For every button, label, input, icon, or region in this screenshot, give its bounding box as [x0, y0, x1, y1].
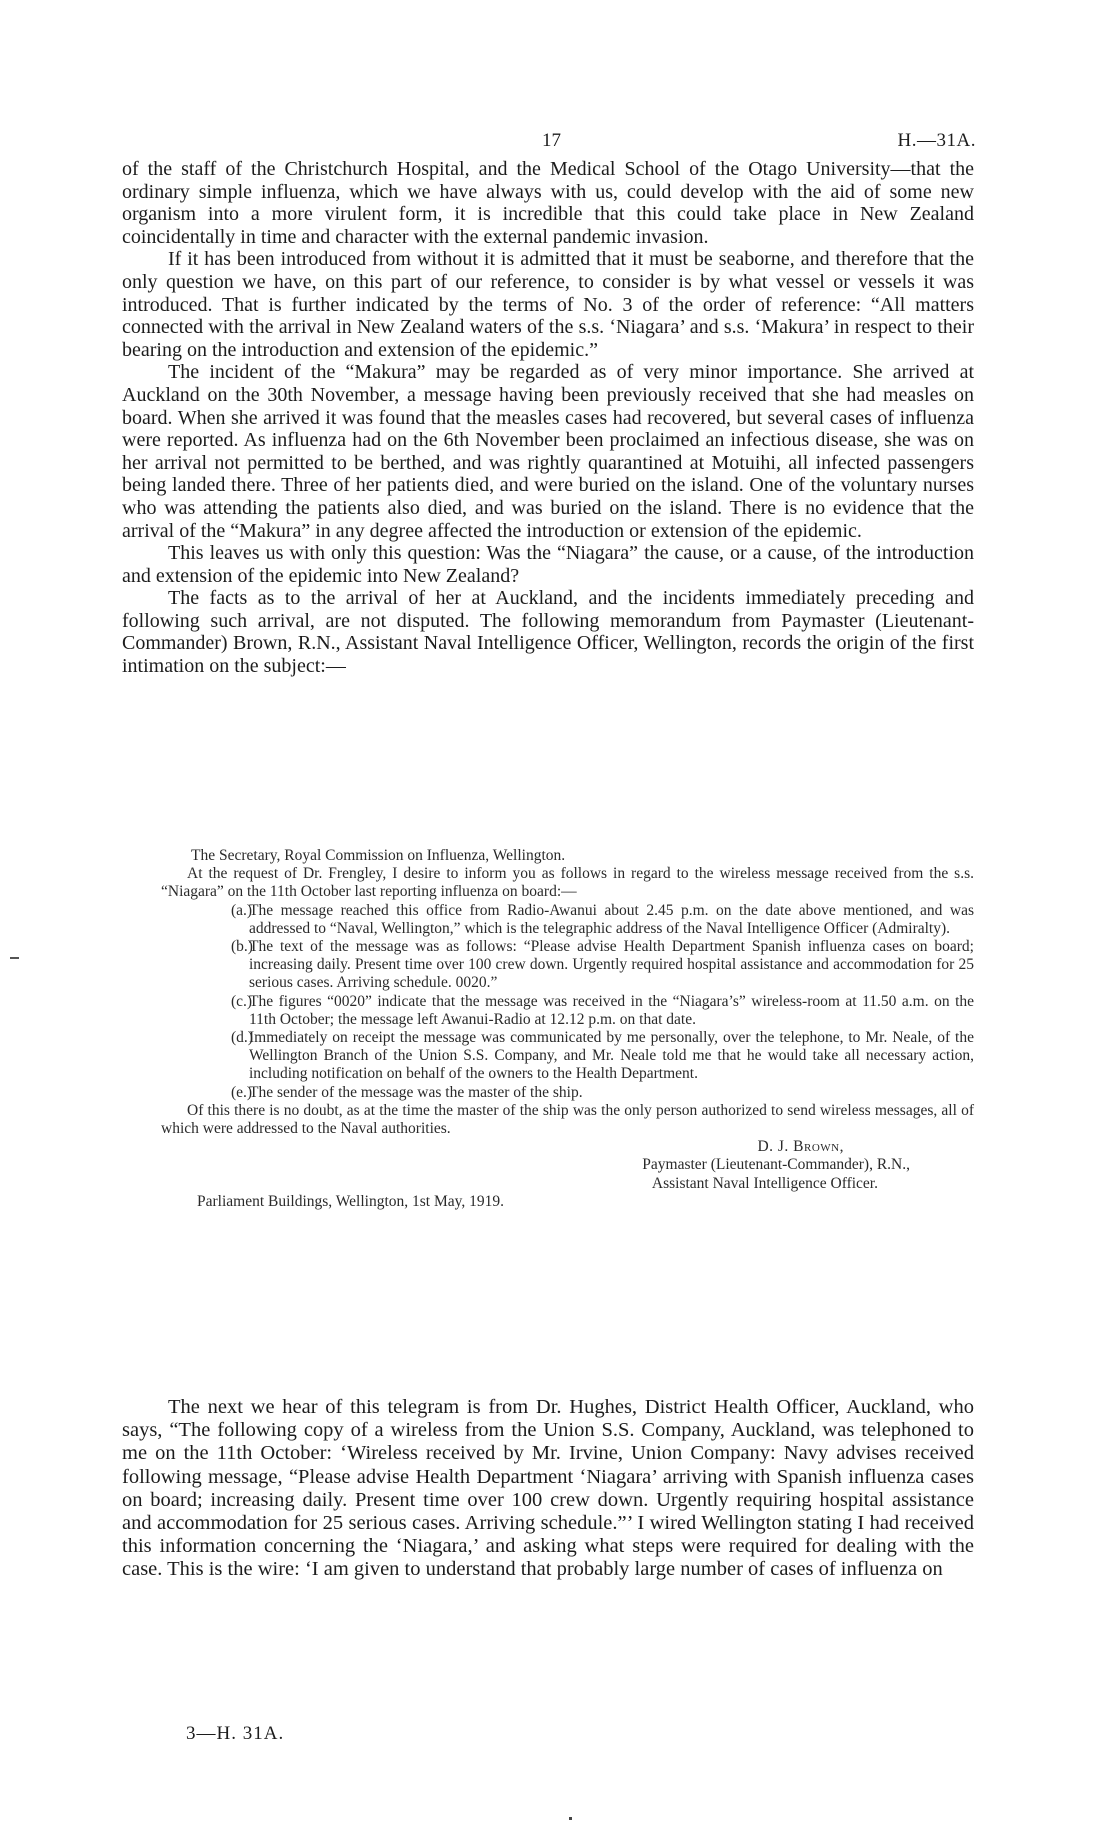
- memo-item-d: [161, 1029, 974, 1084]
- memo-intro: At the request of Dr. Frengley, I desire to inform you as follows in regard to the wireless message received from the s.s. “Niagara” on the 11th October last reporting influenza on board:—: [161, 865, 974, 901]
- item-letter: (d.): [231, 1029, 253, 1047]
- memo-closing: Of this there is no doubt, as at the time the master of the ship was the only person authorized to send wireless messages, all of which were addressed to the Naval authorities.: [161, 1101, 974, 1138]
- item-text: Immediately on receipt the message was communicated by me personally, over the telephone, to Mr. Neale, of the Wellington Branch of the Union S.S. Company, and Mr. Neale told me that he would take all necessary action, including notification on behalf of the owners to the Health Department.: [249, 1029, 974, 1083]
- item-letter: (b.): [231, 938, 253, 956]
- memo-item-c: [161, 993, 974, 1029]
- signature-name: D. J. Brown,: [757, 1138, 844, 1156]
- paragraph: If it has been introduced from without it is admitted that it must be seaborne, and therefore that the only question we have, on this part of our reference, to consider is by what vessel or vessels it was introduced. That is further indicated by the terms of No. 3 of the order of reference: “All matters connected with the arrival in New Zealand waters of the s.s. ‘Niagara’ and s.s. ‘Makura’ in respect to their bearing on the introduction and extension of the epidemic.”: [122, 248, 974, 361]
- item-text: The text of the message was as follows: “Please advise Health Department Spanish influenza cases on board; increasing daily. Present time over 100 crew down. Urgently required hospital assistance and accommodation for 25 serious cases. Arriving schedule. 0020.”: [249, 938, 974, 992]
- item-text: The sender of the message was the master of the ship.: [249, 1083, 583, 1101]
- memo-item-b: [161, 938, 974, 993]
- item-text: The figures “0020” indicate that the message was received in the “Niagara’s” wireless-room at 11.50 a.m. on the 11th October; the message left Awanui-Radio at 12.12 p.m. on that date.: [249, 992, 974, 1028]
- item-text: The message reached this office from Radio-Awanui about 2.45 p.m. on the date above mentioned, and was addressed to “Naval, Wellington,” which is the telegraphic address of the Naval Intelligence Officer (Admiralty).: [249, 901, 974, 937]
- item-letter: (c.): [231, 992, 253, 1010]
- memo-item-e: [161, 1084, 974, 1102]
- page-number: 17: [542, 130, 561, 151]
- main-text: [122, 158, 974, 678]
- signature-title: Paymaster (Lieutenant-Commander), R.N.,: [642, 1156, 910, 1174]
- signature-title-2: Assistant Naval Intelligence Officer.: [651, 1174, 878, 1192]
- document-reference: H.—31A.: [897, 130, 976, 151]
- paragraph: This leaves us with only this question: Was the “Niagara” the cause, or a cause, of the introduction and extension of the epidemic into New Zealand?: [122, 542, 974, 587]
- memo-addressee: The Secretary, Royal Commission on Influenza, Wellington.: [191, 847, 566, 864]
- memo-place-date: Parliament Buildings, Wellington, 1st May, 1919.: [197, 1192, 505, 1210]
- item-letter: (a.): [231, 901, 253, 919]
- paragraph: The facts as to the arrival of her at Auckland, and the incidents immediately preceding and following such arrival, are not disputed. The following memorandum from Paymaster (Lieutenant-Commander) Brown, R.N., Assistant Naval Intelligence Officer, Wellington, records the origin of the first intimation on the subject:—: [122, 587, 974, 678]
- margin-mark: [10, 957, 19, 959]
- paragraph-continued: of the staff of the Christchurch Hospital, and the Medical School of the Otago University—that the ordinary simple influenza, which we have always with us, could develop with the aid of some new organism into a more virulent form, it is incredible that this could take place in New Zealand coincidentally in time and character with the external pandemic invasion.: [122, 158, 974, 248]
- closing-text: [122, 1396, 974, 1582]
- paragraph: The incident of the “Makura” may be regarded as of very minor importance. She arrived at Auckland on the 30th November, a message having been previously received that she had measles on board. When she arrived it was found that the measles cases had recovered, but several cases of influenza were reported. As influenza had on the 6th November been proclaimed an infectious disease, she was on her arrival not permitted to be berthed, and was rightly quarantined at Motuihi, all infected passengers being landed there. Three of her patients died, and were buried on the island. One of the voluntary nurses who was attending the patients also died, and was buried on the island. There is no evidence that the arrival of the “Makura” in any degree affected the introduction or extension of the epidemic.: [122, 361, 974, 542]
- print-speck: [569, 1817, 572, 1820]
- signature-mark: 3—H. 31A.: [186, 1723, 285, 1744]
- memorandum: [161, 847, 974, 1211]
- item-letter: (e.): [231, 1083, 253, 1101]
- paragraph: The next we hear of this telegram is from Dr. Hughes, District Health Officer, Auckland, who says, “The following copy of a wireless from the Union S.S. Company, Auckland, was telephoned to me on the 11th October: ‘Wireless received by Mr. Irvine, Union Company: Navy advises received following message, “Please advise Health Department ‘Niagara’ arriving with Spanish influenza cases on board; increasing daily. Present time over 100 crew down. Urgently requiring hospital assistance and accommodation for 25 serious cases. Arriving schedule.”’ I wired Wellington stating I had received this information concerning the ‘Niagara,’ and asking what steps were required for dealing with the case. This is the wire: ‘I am given to understand that probably large number of cases of influenza on: [122, 1396, 974, 1581]
- memo-item-a: [161, 902, 974, 938]
